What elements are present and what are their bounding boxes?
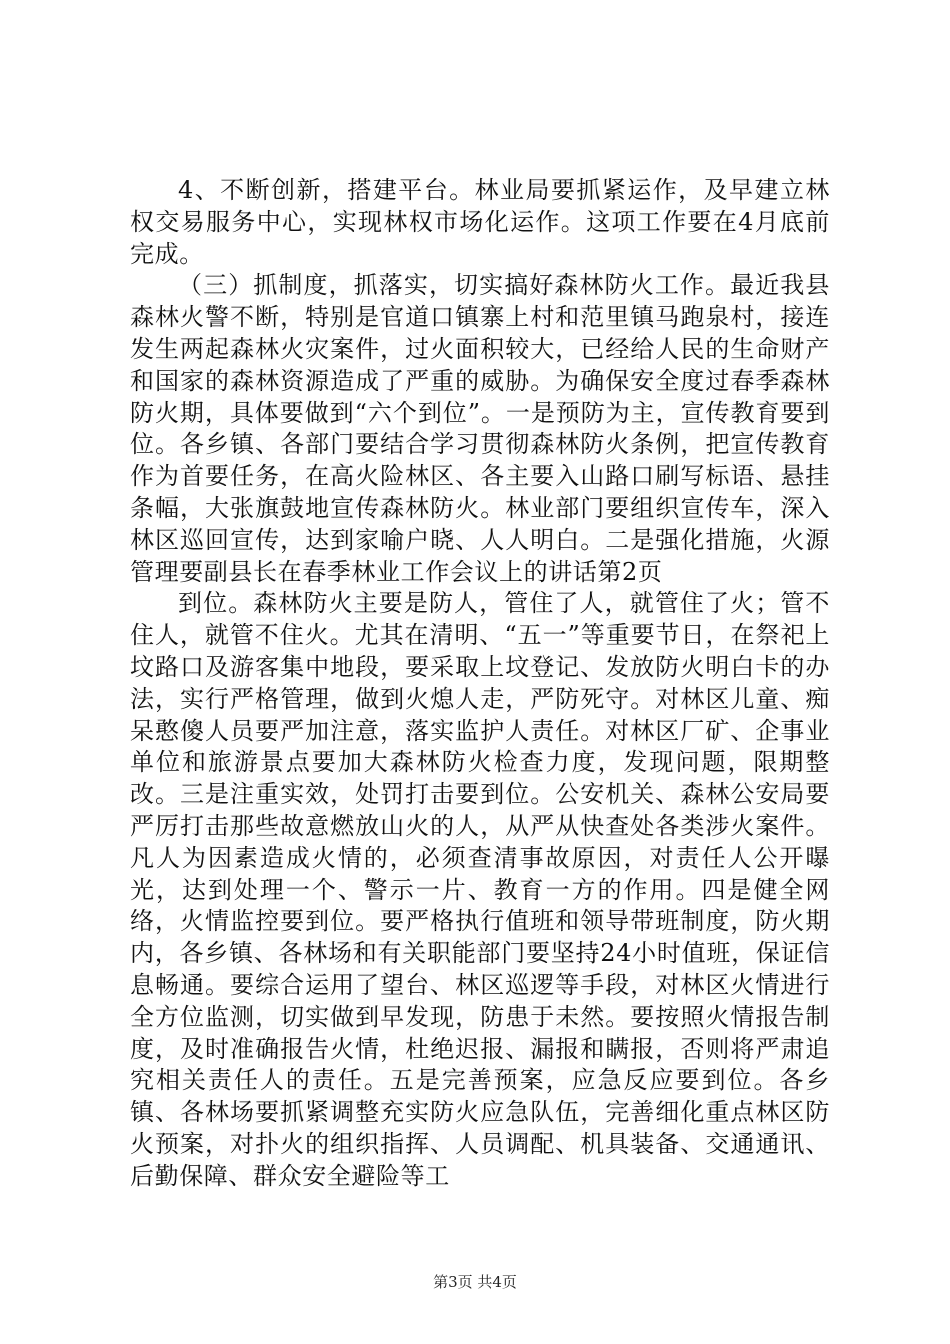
page-footer: 第3页 共4页	[433, 1273, 517, 1291]
document-body	[130, 175, 830, 1193]
paragraph-1: 4、不断创新，搭建平台。林业局要抓紧运作，及早建立林权交易服务中心，实现林权市场化运作。这项工作要在4月底前完成。	[130, 176, 830, 268]
paragraph-2: （三）抓制度，抓落实，切实搞好森林防火工作。最近我县森林火警不断，特别是官道口镇寨上村和范里镇马跑泉村，接连发生两起森林火灾案件，过火面积较大，已经给人民的生命财产和国家的森林资源造成了严重的威胁。为确保安全度过春季森林防火期，具体要做到“六个到位”。一是预防为主，宣传教育要到位。各乡镇、各部门要结合学习贯彻森林防火条例，把宣传教育作为首要任务，在高火险林区、各主要入山路口刷写标语、悬挂条幅，大张旗鼓地宣传森林防火。林业部门要组织宣传车，深入林区巡回宣传，达到家喻户晓、人人明白。二是强化措施，火源管理要副县长在春季林业工作会议上的讲话第2页	[130, 271, 830, 586]
paragraph-3: 到位。森林防火主要是防人，管住了人，就管住了火；管不住人，就管不住火。尤其在清明、“五一”等重要节日，在祭祀上坟路口及游客集中地段，要采取上坟登记、发放防火明白卡的办法，实行严格管理，做到火熄人走，严防死守。对林区儿童、痴呆憨傻人员要严加注意，落实监护人责任。对林区厂矿、企事业单位和旅游景点要加大森林防火检查力度，发现问题，限期整改。三是注重实效，处罚打击要到位。公安机关、森林公安局要严厉打击那些故意燃放山火的人，从严从快查处各类涉火案件。凡人为因素造成火情的，必须查清事故原因，对责任人公开曝光，达到处理一个、警示一片、教育一方的作用。四是健全网络，火情监控要到位。要严格执行值班和领导带班制度，防火期内，各乡镇、各林场和有关职能部门要坚持24小时值班，保证信息畅通。要综合运用了望台、林区巡逻等手段，对林区火情进行全方位监测，切实做到早发现，防患于未然。要按照火情报告制度，及时准确报告火情，杜绝迟报、漏报和瞒报，否则将严肃追究相关责任人的责任。五是完善预案，应急反应要到位。各乡镇、各林场要抓紧调整充实防火应急队伍，完善细化重点林区防火预案，对扑火的组织指挥、人员调配、机具装备、交通通讯、后勤保障、群众安全避险等工	[130, 589, 830, 1190]
